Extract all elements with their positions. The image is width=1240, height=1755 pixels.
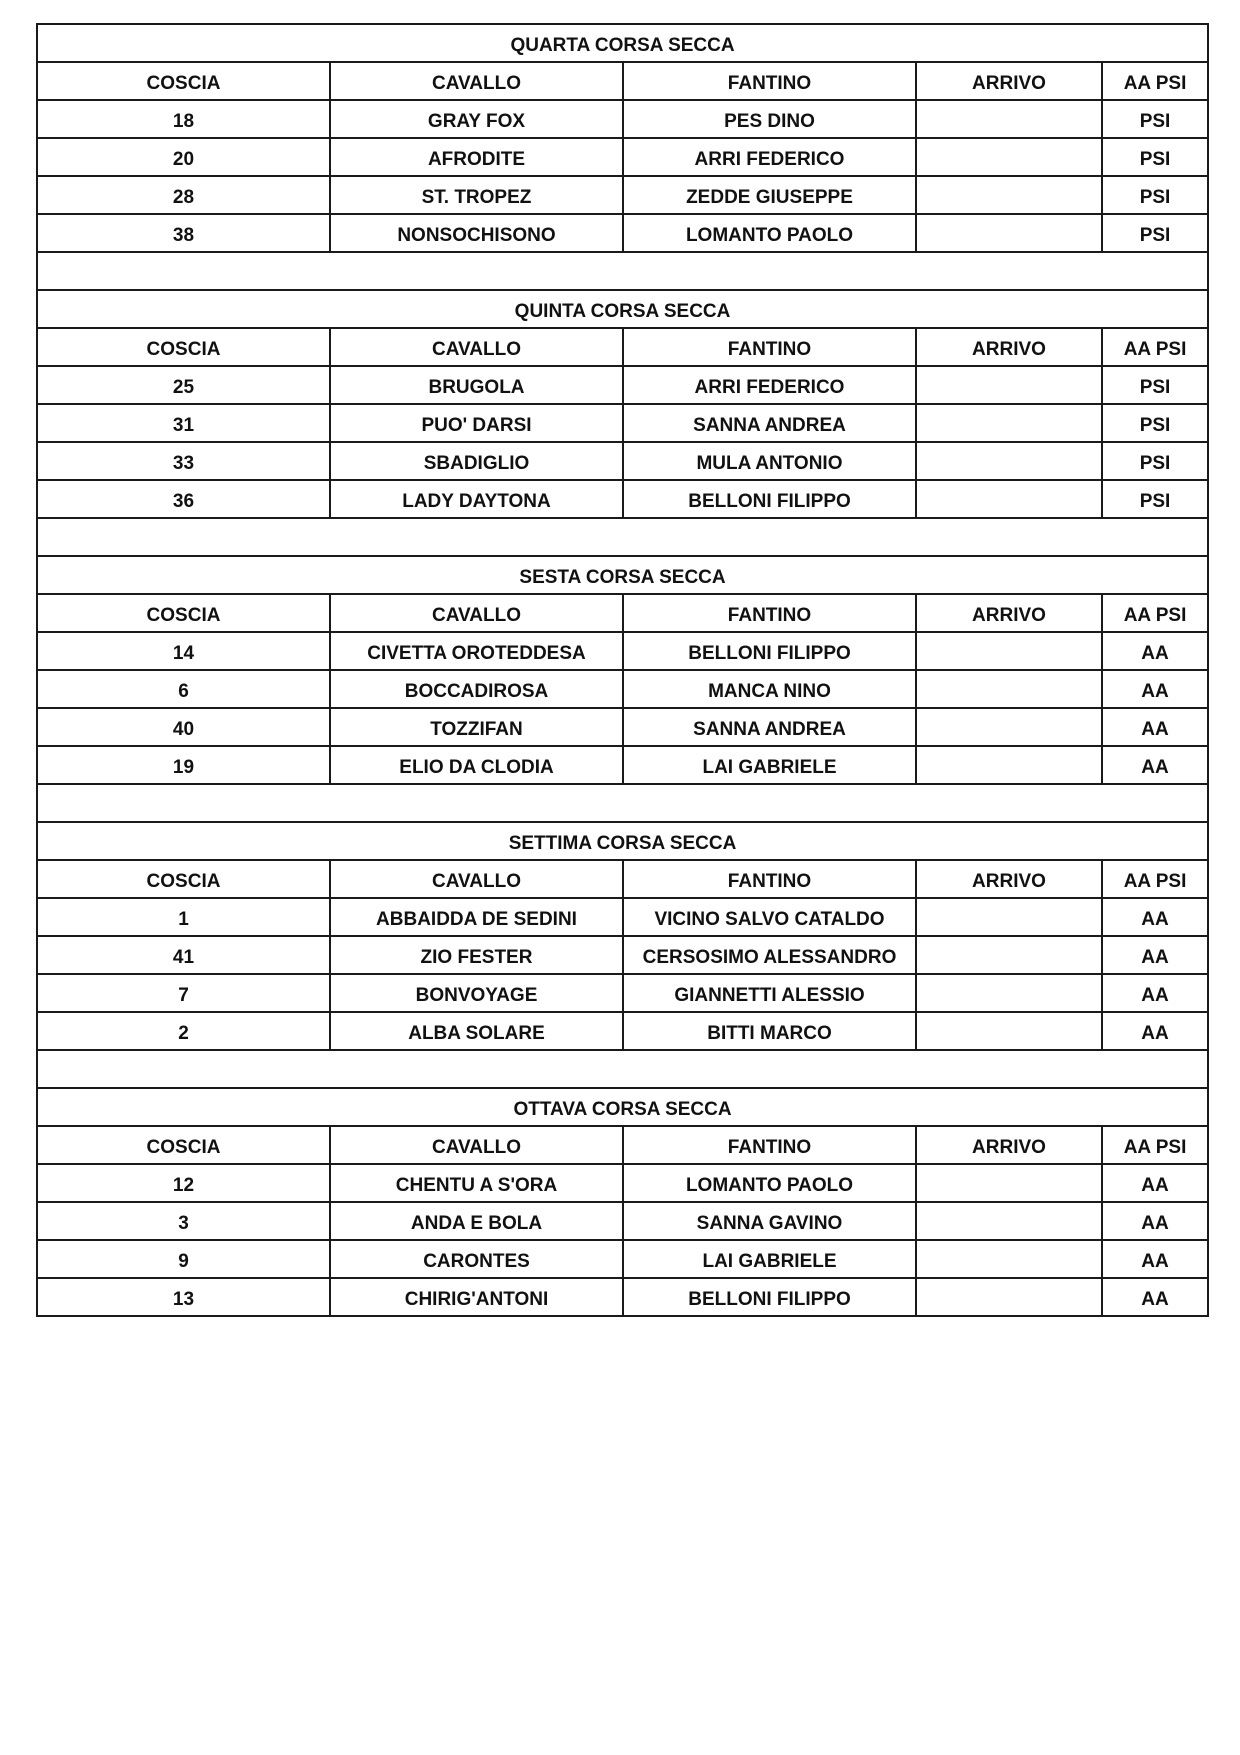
header-coscia: COSCIA	[37, 860, 330, 898]
cell-arrivo	[916, 1202, 1102, 1240]
table-row	[37, 1012, 1208, 1050]
cell-fantino: ZEDDE GIUSEPPE	[623, 176, 916, 214]
cell-cavallo: CHENTU A S'ORA	[330, 1164, 623, 1202]
cell-aa-psi: AA	[1102, 898, 1208, 936]
spacer-cell	[37, 1050, 1208, 1088]
cell-arrivo	[916, 138, 1102, 176]
cell-coscia: 19	[37, 746, 330, 784]
cell-coscia: 25	[37, 366, 330, 404]
header-aa-psi: AA PSI	[1102, 594, 1208, 632]
column-header-row	[37, 328, 1208, 366]
cell-cavallo: ST. TROPEZ	[330, 176, 623, 214]
cell-arrivo	[916, 670, 1102, 708]
cell-coscia: 9	[37, 1240, 330, 1278]
race-schedule-table	[36, 23, 1209, 1317]
cell-cavallo: GRAY FOX	[330, 100, 623, 138]
cell-arrivo	[916, 176, 1102, 214]
header-coscia: COSCIA	[37, 594, 330, 632]
cell-arrivo	[916, 632, 1102, 670]
cell-cavallo: ABBAIDDA DE SEDINI	[330, 898, 623, 936]
cell-fantino: VICINO SALVO CATALDO	[623, 898, 916, 936]
cell-aa-psi: PSI	[1102, 480, 1208, 518]
cell-aa-psi: PSI	[1102, 366, 1208, 404]
table-row	[37, 936, 1208, 974]
cell-cavallo: NONSOCHISONO	[330, 214, 623, 252]
cell-cavallo: ZIO FESTER	[330, 936, 623, 974]
header-arrivo: ARRIVO	[916, 328, 1102, 366]
cell-cavallo: ALBA SOLARE	[330, 1012, 623, 1050]
cell-arrivo	[916, 936, 1102, 974]
cell-arrivo	[916, 1012, 1102, 1050]
cell-arrivo	[916, 366, 1102, 404]
race-title-row	[37, 290, 1208, 328]
cell-aa-psi: AA	[1102, 1202, 1208, 1240]
column-header-row	[37, 594, 1208, 632]
section-spacer	[37, 252, 1208, 290]
cell-aa-psi: PSI	[1102, 100, 1208, 138]
cell-cavallo: PUO' DARSI	[330, 404, 623, 442]
table-row	[37, 404, 1208, 442]
table-row	[37, 138, 1208, 176]
cell-cavallo: TOZZIFAN	[330, 708, 623, 746]
cell-cavallo: ANDA E BOLA	[330, 1202, 623, 1240]
cell-aa-psi: AA	[1102, 1164, 1208, 1202]
header-cavallo: CAVALLO	[330, 328, 623, 366]
cell-arrivo	[916, 898, 1102, 936]
race-title-row	[37, 1088, 1208, 1126]
cell-coscia: 28	[37, 176, 330, 214]
cell-coscia: 1	[37, 898, 330, 936]
table-row	[37, 746, 1208, 784]
header-coscia: COSCIA	[37, 62, 330, 100]
cell-aa-psi: AA	[1102, 746, 1208, 784]
cell-cavallo: CHIRIG'ANTONI	[330, 1278, 623, 1316]
cell-aa-psi: PSI	[1102, 138, 1208, 176]
cell-fantino: MANCA NINO	[623, 670, 916, 708]
header-aa-psi: AA PSI	[1102, 62, 1208, 100]
table-row	[37, 632, 1208, 670]
cell-fantino: PES DINO	[623, 100, 916, 138]
table-row	[37, 1202, 1208, 1240]
cell-arrivo	[916, 100, 1102, 138]
column-header-row	[37, 62, 1208, 100]
race-title: SETTIMA CORSA SECCA	[37, 822, 1208, 860]
header-aa-psi: AA PSI	[1102, 1126, 1208, 1164]
table-row	[37, 708, 1208, 746]
section-spacer	[37, 518, 1208, 556]
table-row	[37, 100, 1208, 138]
cell-fantino: ARRI FEDERICO	[623, 366, 916, 404]
cell-coscia: 18	[37, 100, 330, 138]
table-row	[37, 480, 1208, 518]
cell-coscia: 3	[37, 1202, 330, 1240]
cell-aa-psi: AA	[1102, 632, 1208, 670]
cell-arrivo	[916, 404, 1102, 442]
cell-arrivo	[916, 1278, 1102, 1316]
cell-arrivo	[916, 746, 1102, 784]
cell-fantino: LAI GABRIELE	[623, 1240, 916, 1278]
table-row	[37, 670, 1208, 708]
cell-cavallo: CARONTES	[330, 1240, 623, 1278]
cell-cavallo: AFRODITE	[330, 138, 623, 176]
header-arrivo: ARRIVO	[916, 860, 1102, 898]
cell-cavallo: SBADIGLIO	[330, 442, 623, 480]
cell-coscia: 33	[37, 442, 330, 480]
race-title-row	[37, 556, 1208, 594]
header-fantino: FANTINO	[623, 594, 916, 632]
header-cavallo: CAVALLO	[330, 1126, 623, 1164]
cell-coscia: 31	[37, 404, 330, 442]
header-cavallo: CAVALLO	[330, 860, 623, 898]
column-header-row	[37, 860, 1208, 898]
cell-cavallo: BRUGOLA	[330, 366, 623, 404]
cell-coscia: 20	[37, 138, 330, 176]
cell-arrivo	[916, 214, 1102, 252]
header-coscia: COSCIA	[37, 1126, 330, 1164]
header-arrivo: ARRIVO	[916, 1126, 1102, 1164]
header-aa-psi: AA PSI	[1102, 860, 1208, 898]
cell-fantino: LOMANTO PAOLO	[623, 214, 916, 252]
cell-coscia: 14	[37, 632, 330, 670]
cell-aa-psi: AA	[1102, 708, 1208, 746]
cell-aa-psi: AA	[1102, 974, 1208, 1012]
cell-arrivo	[916, 480, 1102, 518]
cell-fantino: CERSOSIMO ALESSANDRO	[623, 936, 916, 974]
cell-fantino: BELLONI FILIPPO	[623, 632, 916, 670]
header-fantino: FANTINO	[623, 1126, 916, 1164]
table-row	[37, 1278, 1208, 1316]
header-coscia: COSCIA	[37, 328, 330, 366]
race-title: QUINTA CORSA SECCA	[37, 290, 1208, 328]
race-title-row	[37, 24, 1208, 62]
spacer-cell	[37, 252, 1208, 290]
cell-fantino: SANNA GAVINO	[623, 1202, 916, 1240]
cell-arrivo	[916, 974, 1102, 1012]
race-title: QUARTA CORSA SECCA	[37, 24, 1208, 62]
race-title: OTTAVA CORSA SECCA	[37, 1088, 1208, 1126]
race-title: SESTA CORSA SECCA	[37, 556, 1208, 594]
cell-cavallo: BONVOYAGE	[330, 974, 623, 1012]
cell-aa-psi: AA	[1102, 1240, 1208, 1278]
spacer-cell	[37, 518, 1208, 556]
table-row	[37, 442, 1208, 480]
cell-aa-psi: AA	[1102, 670, 1208, 708]
spacer-cell	[37, 784, 1208, 822]
cell-fantino: ARRI FEDERICO	[623, 138, 916, 176]
cell-coscia: 13	[37, 1278, 330, 1316]
header-aa-psi: AA PSI	[1102, 328, 1208, 366]
cell-cavallo: LADY DAYTONA	[330, 480, 623, 518]
header-fantino: FANTINO	[623, 62, 916, 100]
cell-cavallo: ELIO DA CLODIA	[330, 746, 623, 784]
cell-aa-psi: PSI	[1102, 214, 1208, 252]
race-title-row	[37, 822, 1208, 860]
cell-coscia: 36	[37, 480, 330, 518]
header-cavallo: CAVALLO	[330, 594, 623, 632]
race-schedule-body	[37, 24, 1208, 1316]
header-arrivo: ARRIVO	[916, 62, 1102, 100]
cell-aa-psi: PSI	[1102, 404, 1208, 442]
table-row	[37, 1240, 1208, 1278]
cell-fantino: SANNA ANDREA	[623, 708, 916, 746]
cell-arrivo	[916, 708, 1102, 746]
cell-aa-psi: PSI	[1102, 176, 1208, 214]
header-fantino: FANTINO	[623, 860, 916, 898]
header-arrivo: ARRIVO	[916, 594, 1102, 632]
cell-cavallo: BOCCADIROSA	[330, 670, 623, 708]
cell-arrivo	[916, 1164, 1102, 1202]
table-row	[37, 898, 1208, 936]
column-header-row	[37, 1126, 1208, 1164]
cell-aa-psi: AA	[1102, 1012, 1208, 1050]
cell-aa-psi: AA	[1102, 936, 1208, 974]
cell-coscia: 41	[37, 936, 330, 974]
cell-fantino: MULA ANTONIO	[623, 442, 916, 480]
section-spacer	[37, 1050, 1208, 1088]
table-row	[37, 974, 1208, 1012]
table-row	[37, 366, 1208, 404]
cell-coscia: 2	[37, 1012, 330, 1050]
header-cavallo: CAVALLO	[330, 62, 623, 100]
table-row	[37, 1164, 1208, 1202]
header-fantino: FANTINO	[623, 328, 916, 366]
cell-aa-psi: PSI	[1102, 442, 1208, 480]
cell-coscia: 38	[37, 214, 330, 252]
cell-arrivo	[916, 442, 1102, 480]
cell-fantino: LAI GABRIELE	[623, 746, 916, 784]
cell-fantino: GIANNETTI ALESSIO	[623, 974, 916, 1012]
table-row	[37, 214, 1208, 252]
cell-arrivo	[916, 1240, 1102, 1278]
cell-coscia: 7	[37, 974, 330, 1012]
cell-fantino: LOMANTO PAOLO	[623, 1164, 916, 1202]
table-row	[37, 176, 1208, 214]
cell-cavallo: CIVETTA OROTEDDESA	[330, 632, 623, 670]
cell-fantino: BELLONI FILIPPO	[623, 480, 916, 518]
cell-fantino: BITTI MARCO	[623, 1012, 916, 1050]
cell-coscia: 6	[37, 670, 330, 708]
section-spacer	[37, 784, 1208, 822]
cell-aa-psi: AA	[1102, 1278, 1208, 1316]
cell-fantino: BELLONI FILIPPO	[623, 1278, 916, 1316]
cell-fantino: SANNA ANDREA	[623, 404, 916, 442]
cell-coscia: 12	[37, 1164, 330, 1202]
cell-coscia: 40	[37, 708, 330, 746]
